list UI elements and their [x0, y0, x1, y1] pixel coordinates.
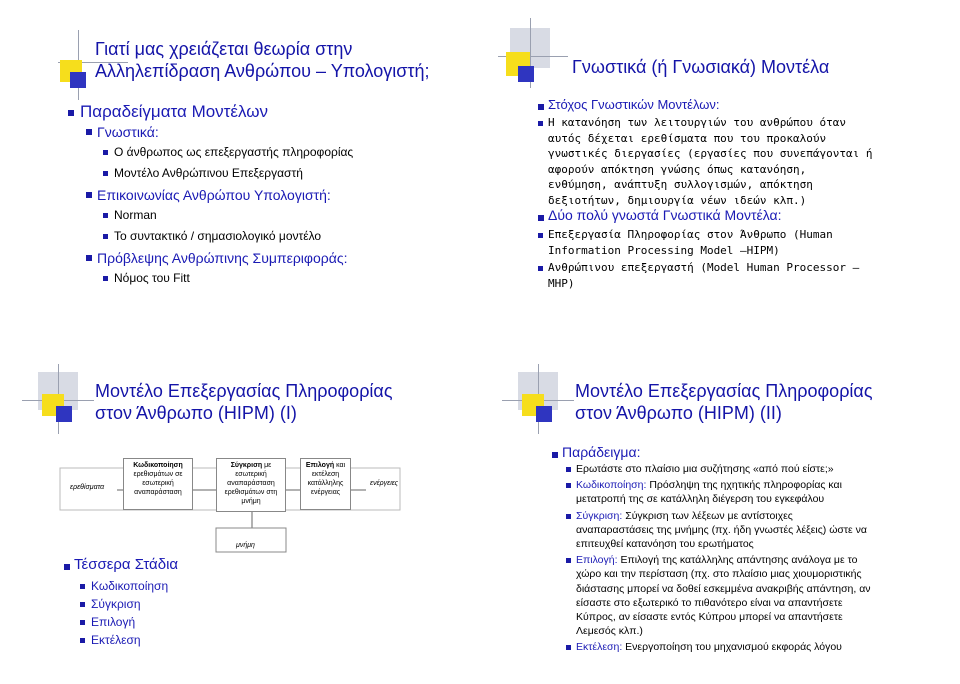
stage-label: Κωδικοποίηση: — [576, 479, 647, 492]
slide-title: Γιατί μας χρειάζεται θεωρία στην Αλληλεπίδραση Ανθρώπου – Υπολογιστή; — [95, 39, 430, 81]
example-text: Πρόσληψη της ηχητικής πληροφορίας και — [646, 479, 842, 492]
text-line: Η κατανόηση των λειτουργιών του ανθρώπου όταν — [548, 116, 847, 129]
bullet — [538, 215, 544, 221]
list-item: Ο άνθρωπος ως επεξεργαστής πληροφορίας — [114, 145, 354, 159]
bullet — [566, 467, 571, 472]
bullet — [566, 645, 571, 650]
stage-item: Σύγκριση — [91, 597, 141, 611]
text-line: αφορούν απόκτηση γνώσης όπως κατανόηση, — [548, 162, 807, 176]
bullet — [86, 129, 92, 135]
example-line — [576, 582, 871, 596]
stage-label: Εκτέλεση: — [576, 641, 623, 654]
bullet — [103, 171, 108, 176]
comparison-box: Σύγκριση με εσωτερική αναπαράσταση ερεθισμάτων στη μνήμη — [216, 458, 286, 512]
deco-blue-square — [70, 72, 86, 88]
slide-4 — [480, 342, 960, 684]
example-text: είσαστε στο εξωτερικό το πιθανότερο είναι να απαντήσετε — [576, 596, 843, 609]
bullet — [103, 234, 108, 239]
example-heading: Παράδειγμα: — [562, 444, 641, 460]
output-label: ενέργειες — [370, 480, 399, 487]
example-line — [576, 523, 867, 537]
example-line — [576, 610, 843, 624]
text-line: MHP) — [548, 276, 575, 290]
bullet — [538, 104, 544, 110]
bullet — [566, 558, 571, 563]
slide-2 — [480, 0, 960, 342]
deco-blue-square — [518, 66, 534, 82]
bullet — [566, 483, 571, 488]
list-item: Μοντέλο Ανθρώπινου Επεξεργαστή — [114, 166, 303, 180]
bullet — [538, 266, 543, 271]
example-line — [576, 492, 824, 506]
text-line: αυτός δέχεται ερεθίσματα που του προκαλούν — [548, 131, 827, 145]
slide-3 — [0, 342, 480, 684]
text-line: Information Processing Model –HIPM) — [548, 243, 780, 257]
example-text: αναπαραστάσεις της μνήμης (πχ. ήδη γνωστές λέξεις) ώστε να — [576, 523, 867, 536]
example-text: Κύπρος, αν είσαστε εντός Κύπρου μπορεί να απαντήσετε — [576, 611, 843, 623]
slide-title: Μοντέλο Επεξεργασίας Πληροφορίας στον Άνθρωπο (HIPM) (I) — [95, 381, 393, 423]
list-item: Επικοινωνίας Ανθρώπου Υπολογιστή: — [97, 187, 331, 203]
bullet — [538, 121, 543, 126]
example-text: διάστασης μπορεί να δοθεί εσκεμμένα ανακριβής απάντηση, αν — [576, 582, 871, 595]
example-text: μετατροπή της σε κατάλληλη διέγερση του εγκεφάλου — [576, 493, 825, 506]
bullet — [68, 110, 74, 116]
stage-item: Επιλογή — [91, 615, 136, 629]
stage-item: Κωδικοποίηση — [91, 579, 169, 593]
text-line: γνωστικές διεργασίες (εργασίες που συνεπάγονται ή — [548, 147, 873, 160]
text-line: Επεξεργασία Πληροφορίας στον Άνθρωπο (Human — [548, 228, 833, 241]
example-text: Ενεργοποίηση του μηχανισμού εκφοράς λόγου — [622, 641, 842, 654]
slide-title: Γνωστικά (ή Γνωσιακά) Μοντέλα — [572, 57, 830, 77]
list-item: Πρόβλεψης Ανθρώπινης Συμπεριφοράς: — [97, 250, 348, 266]
example-line — [576, 478, 842, 492]
deco-blue-square — [536, 406, 552, 422]
example-text: Ερωτάστε στο πλαίσιο μια συζήτησης «από πού είστε;» — [576, 463, 834, 475]
example-line — [576, 624, 643, 638]
selection-box: Επιλογή και εκτέλεση κατάλληλης ενέργειας — [300, 458, 351, 510]
bullet — [64, 564, 70, 570]
list-item: Norman — [114, 208, 157, 222]
hipm-diagram — [0, 342, 480, 684]
stage-label: Επιλογή: — [576, 554, 618, 567]
text-line: δεξιοτήτων, δημιουργία νέων ιδεών κλπ.) — [548, 193, 807, 207]
stage-item: Εκτέλεση — [91, 633, 141, 647]
slide-1 — [0, 0, 480, 342]
bullet — [552, 452, 558, 458]
example-line — [576, 462, 834, 476]
example-line — [576, 596, 843, 610]
bullet — [80, 584, 85, 589]
example-text: επιτευχθεί κατανόηση του ερωτήματος — [576, 538, 754, 550]
example-line — [576, 509, 793, 523]
example-line — [576, 567, 862, 581]
bullet — [103, 150, 108, 155]
stages-heading: Τέσσερα Στάδια — [74, 556, 179, 573]
list-item: Το συντακτικό / σημασιολογικό μοντέλο — [114, 229, 322, 243]
text-line: Ανθρώπινου επεξεργαστή (Model Human Processor – — [548, 261, 860, 274]
goal-heading: Στόχος Γνωστικών Μοντέλων: — [548, 97, 720, 112]
example-text: χώρο και την περίσταση (πχ. στο πλαίσιο μιας χιουμοριστικής — [576, 568, 862, 581]
bullet — [566, 514, 571, 519]
bullet — [80, 602, 85, 607]
bullet — [80, 638, 85, 643]
encoding-box: Κωδικοποίηση ερεθισμάτων σε εσωτερική αναπαράσταση — [123, 458, 193, 510]
slide-title: Μοντέλο Επεξεργασίας Πληροφορίας στον Άνθρωπο (HIPM) (II) — [575, 381, 873, 423]
example-text: Επιλογή της κατάλληλης απάντησης ανάλογα με το — [617, 554, 858, 567]
example-text: Λεμεσός κλπ.) — [576, 625, 643, 638]
bullet — [103, 276, 108, 281]
bullet — [86, 192, 92, 198]
list-item: Νόμος του Fitt — [114, 271, 190, 285]
bullet — [103, 213, 108, 218]
bullet — [80, 620, 85, 625]
example-line — [576, 553, 857, 567]
models-heading: Δύο πολύ γνωστά Γνωστικά Μοντέλα: — [548, 207, 782, 223]
input-label: ερεθίσματα — [70, 484, 105, 491]
example-line — [576, 537, 754, 551]
example-line — [576, 640, 842, 654]
bullet — [86, 255, 92, 261]
list-item: Γνωστικά: — [97, 124, 159, 140]
bullet — [538, 233, 543, 238]
memory-label: μνήμη — [236, 542, 255, 549]
text-line: ενθύμηση, ανάπτυξη συλλογισμών, απόκτηση — [548, 178, 813, 191]
stage-label: Σύγκριση: — [576, 509, 623, 522]
section-heading: Παραδείγματα Μοντέλων — [80, 102, 268, 121]
example-text: Σύγκριση των λέξεων με αντίστοιχες — [622, 509, 793, 522]
